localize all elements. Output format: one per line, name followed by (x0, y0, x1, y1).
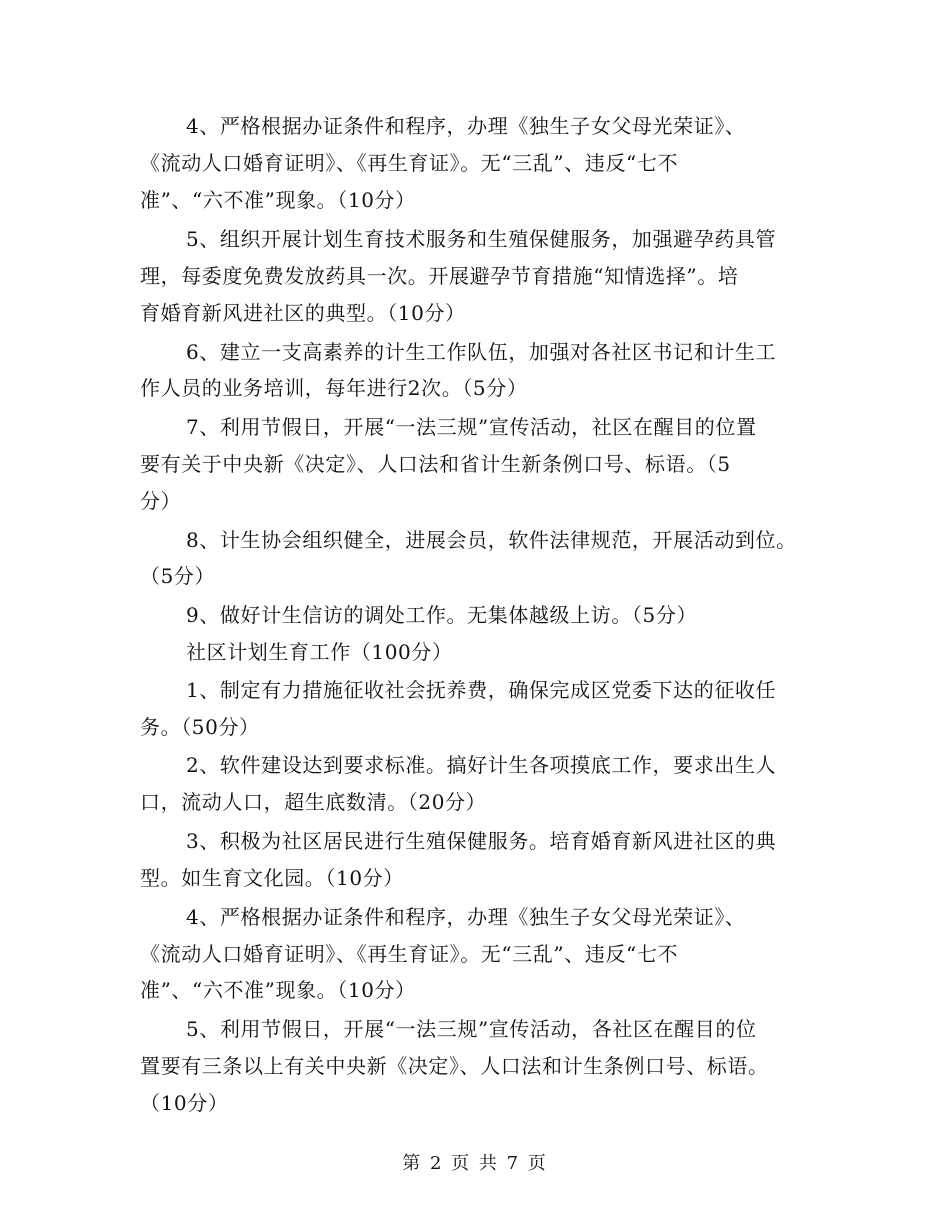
text-line: 务。（50分） (140, 715, 260, 739)
text-line: 置要有三条以上有关中央新《决定》、人口法和计生条例口号、标语。 (140, 1054, 769, 1078)
text-line: 4、严格根据办证条件和程序，办理《独生子女父母光荣证》、 (186, 905, 746, 929)
text-line: 9、做好计生信访的调处工作。无集体越级上访。（5分） (186, 603, 698, 627)
text-line: 《流动人口婚育证明》、《再生育证》。无“三乱”、违反“七不 (140, 151, 679, 175)
text-line: 育婚育新风进社区的典型。（10分） (140, 301, 466, 325)
text-line: 6、建立一支高素养的计生工作队伍，加强对各社区书记和计生工 (186, 340, 777, 364)
text-line: 型。如生育文化园。（10分） (140, 866, 404, 890)
text-line: 8、计生协会组织健全，进展会员，软件法律规范，开展活动到位。 (186, 528, 797, 552)
text-line: 3、积极为社区居民进行生殖保健服务。培育婚育新风进社区的典 (186, 829, 777, 853)
text-line: 《流动人口婚育证明》、《再生育证》。无“三乱”、违反“七不 (140, 942, 679, 966)
text-line: （5分） (140, 564, 216, 588)
text-line: 2、软件建设达到要求标准。搞好计生各项摸底工作，要求出生人 (186, 753, 777, 777)
text-line: 口，流动人口，超生底数清。（20分） (140, 790, 487, 814)
text-line: 4、严格根据办证条件和程序，办理《独生子女父母光荣证》、 (186, 114, 746, 138)
page-number-footer: 第 2 页 共 7 页 (402, 1153, 548, 1174)
text-line: 7、利用节假日，开展“一法三规”宣传活动，社区在醒目的位置 (186, 415, 757, 439)
text-line: 作人员的业务培训，每年进行2次。（5分） (140, 376, 528, 400)
text-line: 5、利用节假日，开展“一法三规”宣传活动，各社区在醒目的位 (186, 1017, 757, 1041)
text-line: 1、制定有力措施征收社会抚养费，确保完成区党委下达的征收任 (186, 678, 777, 702)
text-line: 准”、“六不准”现象。（10分） (140, 188, 416, 212)
text-line: 5、组织开展计划生育技术服务和生殖保健服务，加强避孕药具管 (186, 227, 777, 251)
text-line: 理，每委度免费发放药具一次。开展避孕节育措施“知情选择”。培 (140, 264, 739, 288)
text-line: 分） (140, 489, 182, 513)
section-heading: 社区计划生育工作（100分） (186, 640, 453, 664)
text-line: 要有关于中央新《决定》、人口法和省计生新条例口号、标语。（5 (140, 452, 731, 476)
text-line: 准”、“六不准”现象。（10分） (140, 978, 416, 1002)
text-line: （10分） (140, 1091, 229, 1115)
